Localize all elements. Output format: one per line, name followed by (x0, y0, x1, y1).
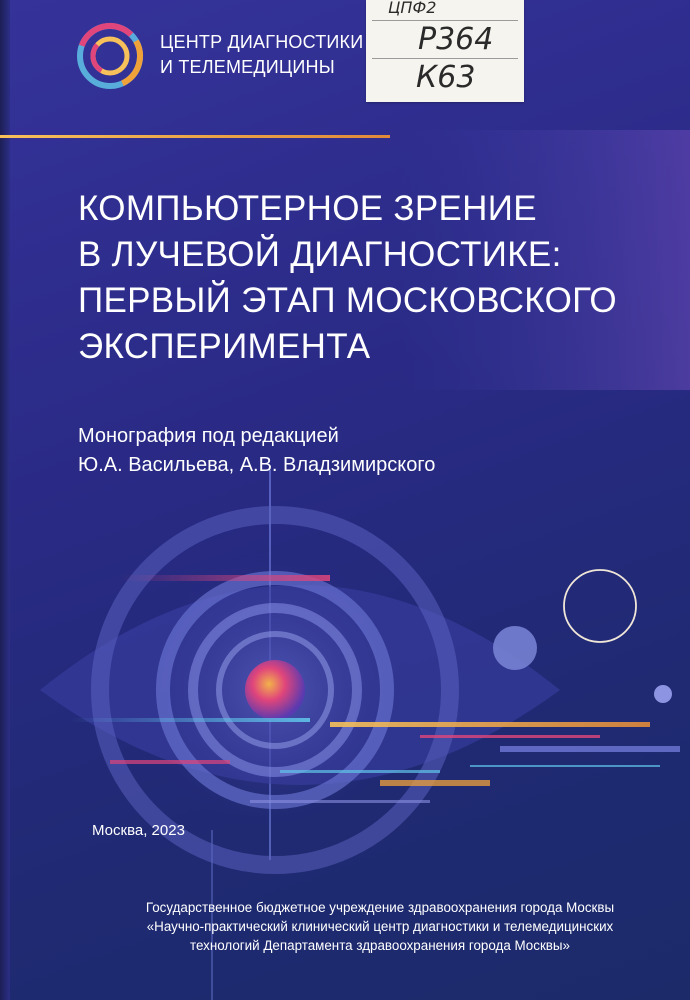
sticker-divider (372, 20, 518, 21)
title-line: В ЛУЧЕВОЙ ДИАГНОСТИКЕ: (78, 235, 562, 274)
glitch-bar (280, 770, 440, 773)
title-line: ПЕРВЫЙ ЭТАП МОСКОВСКОГО (78, 281, 617, 320)
org-name-line: И ТЕЛЕМЕДИЦИНЫ (160, 57, 335, 77)
editors-line: Ю.А. Васильева, А.В. Владзимирского (78, 454, 436, 476)
sphere (493, 626, 537, 670)
sphere (654, 685, 672, 703)
title-line: ЭКСПЕРИМЕНТА (78, 327, 371, 366)
glitch-bar (330, 722, 650, 727)
glitch-bar (70, 718, 310, 722)
editors-line: Монография под редакцией (78, 425, 339, 447)
outline-circle (564, 570, 636, 642)
center-logo-icon (74, 20, 146, 92)
org-name (160, 30, 370, 80)
institution-line: Государственное бюджетное учреждение здравоохранения города Москвы (145, 900, 615, 915)
institution-name (70, 898, 690, 955)
pupil (245, 660, 305, 720)
sticker-text: К63 (416, 60, 476, 95)
city-year: Москва, 2023 (92, 822, 185, 839)
glitch-bar (470, 765, 660, 767)
sticker-text: Р364 (418, 22, 494, 57)
glitch-bar (380, 780, 490, 786)
glitch-bar (250, 800, 430, 803)
library-sticker (366, 0, 524, 102)
org-name-line: ЦЕНТР ДИАГНОСТИКИ (160, 32, 364, 52)
glitch-bar (500, 746, 680, 752)
sticker-divider (372, 58, 518, 59)
glitch-bar (110, 760, 230, 764)
glitch-bar (120, 575, 330, 581)
title-line: КОМПЬЮТЕРНОЕ ЗРЕНИЕ (78, 189, 537, 228)
editors (78, 422, 638, 480)
book-title (78, 186, 638, 370)
institution-line: технологий Департамента здравоохранения города Москвы» (190, 938, 570, 953)
glitch-bar (420, 735, 600, 738)
header-accent-line (0, 135, 390, 138)
institution-line: «Научно-практический клинический центр диагностики и телемедицинских (146, 919, 614, 934)
sticker-text: ЦПФ2 (388, 0, 437, 17)
